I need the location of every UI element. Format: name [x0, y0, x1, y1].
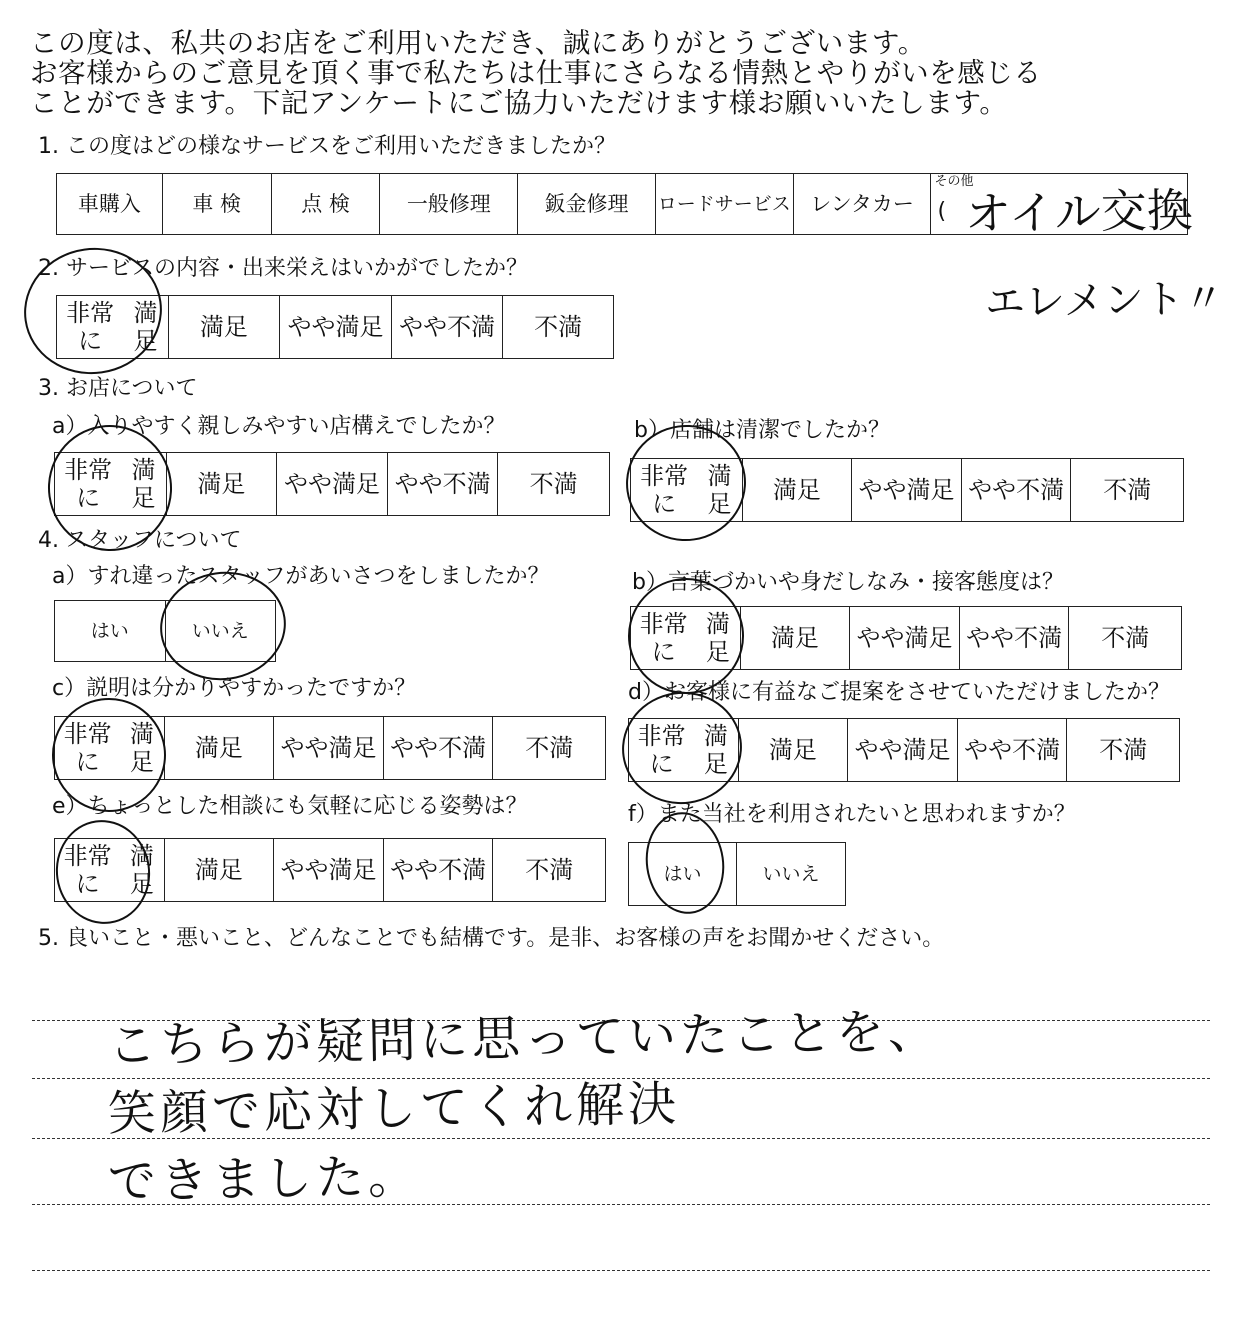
rating-dissatisfied[interactable] [503, 296, 613, 358]
rating-text: やや [287, 313, 336, 341]
rating-text: やや [390, 856, 439, 884]
rating-text: やや [394, 470, 443, 498]
rating-satisfied[interactable] [167, 453, 278, 515]
rating-somewhat-satisfied[interactable] [850, 607, 960, 669]
other-label: その他 [934, 174, 974, 189]
rating-somewhat-satisfied[interactable] [277, 453, 388, 515]
rating-text: 不満 [525, 734, 574, 762]
question-5: 5. 良いこと・悪いこと、どんなことでも結構です。是非、お客様の声をお聞かせください。 [38, 926, 945, 951]
rating-text: 不満 [534, 313, 583, 341]
rating-somewhat-satisfied[interactable] [274, 717, 384, 779]
rating-text: やや [858, 476, 907, 504]
rating-dissatisfied[interactable] [1069, 607, 1181, 669]
rating-text: 満足 [199, 313, 248, 341]
rating-text: 満足 [335, 313, 384, 341]
comment-line-text: できました。 [107, 1148, 421, 1210]
rating-text: 非常に [64, 456, 113, 512]
rating-somewhat-dissatisfied[interactable] [384, 717, 494, 779]
rating-somewhat-dissatisfied[interactable] [392, 296, 504, 358]
rating-somewhat-dissatisfied[interactable] [960, 607, 1070, 669]
rating-text: 満足 [328, 856, 377, 884]
q4d-rating-grid [628, 718, 1180, 782]
rating-text: 満足 [703, 722, 728, 778]
comment-line-text: こちらが疑問に思っていたことを、 [107, 1003, 941, 1074]
rating-very-satisfied[interactable] [631, 607, 741, 669]
rating-text: 不満 [1016, 476, 1065, 504]
rating-dissatisfied[interactable] [498, 453, 609, 515]
rating-text: 満足 [194, 734, 243, 762]
rating-text: 満足 [770, 624, 819, 652]
rating-text: やや [283, 470, 332, 498]
other-paren: ( [937, 199, 947, 224]
question-4a: a）すれ違ったスタッフがあいさつをしましたか？ [52, 564, 550, 589]
rating-very-satisfied[interactable] [57, 296, 169, 358]
answer-no[interactable]: いいえ [191, 620, 249, 642]
rating-text: 非常に [66, 299, 115, 355]
rating-satisfied[interactable] [739, 719, 849, 781]
rating-somewhat-dissatisfied[interactable] [962, 459, 1072, 521]
rating-text: 不満 [442, 470, 491, 498]
rating-text: やや [964, 736, 1013, 764]
option-inspection[interactable]: 車 検 [163, 174, 272, 234]
rating-very-satisfied[interactable] [55, 717, 165, 779]
question-4: 4. スタッフについて [38, 528, 242, 553]
rating-text: 満足 [707, 462, 732, 518]
rating-text: やや [856, 624, 905, 652]
rating-somewhat-dissatisfied[interactable] [384, 839, 494, 901]
question-1: 1. この度はどの様なサービスをご利用いただきましたか？ [38, 134, 616, 159]
rating-text: やや [390, 734, 439, 762]
question-3b: b）店舗は清潔でしたか？ [634, 418, 890, 443]
rating-text: 非常に [63, 842, 112, 898]
rating-text: 満足 [772, 476, 821, 504]
rating-text: 満足 [768, 736, 817, 764]
rating-text: やや [968, 476, 1017, 504]
rating-text: 満足 [194, 856, 243, 884]
rating-text: 非常に [63, 720, 112, 776]
rating-dissatisfied[interactable] [493, 839, 605, 901]
rating-text: 非常に [637, 722, 686, 778]
rating-text: 不満 [525, 856, 574, 884]
q2-rating-grid [56, 295, 614, 359]
q4c-rating-grid [54, 716, 606, 780]
comment-line-text: 笑顔で応対してくれ解決 [107, 1076, 681, 1142]
option-car-purchase[interactable]: 車購入 [57, 174, 163, 234]
rating-text: 満足 [197, 470, 246, 498]
rating-very-satisfied[interactable] [631, 459, 743, 521]
rating-text: 満足 [906, 476, 955, 504]
rating-text: やや [854, 736, 903, 764]
rating-text: 満足 [904, 624, 953, 652]
rating-very-satisfied[interactable] [55, 839, 165, 901]
question-4d: d）お客様に有益なご提案をさせていただけましたか？ [628, 680, 1170, 705]
rating-text: やや [399, 313, 448, 341]
rating-text: 不満 [1012, 736, 1061, 764]
intro-line: お客様からのご意見を頂く事で私たちは仕事にさらなる情熱とやりがいを感じる [30, 57, 1042, 89]
intro-text [30, 28, 1230, 118]
option-check[interactable]: 点 検 [272, 174, 381, 234]
rating-text: 満足 [133, 299, 158, 355]
rating-text: 不満 [1099, 736, 1148, 764]
rating-text: 不満 [438, 734, 487, 762]
question-3a: a）入りやすく親しみやすい店構えでしたか？ [52, 414, 506, 439]
rating-text: 不満 [1014, 624, 1063, 652]
rating-somewhat-satisfied[interactable] [848, 719, 958, 781]
rating-text: 非常に [639, 610, 688, 666]
answer-yes[interactable]: はい [55, 601, 166, 661]
option-general-repair[interactable]: 一般修理 [380, 174, 518, 234]
rating-somewhat-dissatisfied[interactable] [388, 453, 499, 515]
rating-text: 不満 [1103, 476, 1152, 504]
rating-text: 満足 [328, 734, 377, 762]
answer-yes[interactable]: はい [629, 843, 737, 905]
rating-text: やや [966, 624, 1015, 652]
rating-satisfied[interactable] [741, 607, 851, 669]
q4e-rating-grid [54, 838, 606, 902]
handwritten-other-answer-2: エレメント〃 [984, 275, 1225, 326]
rating-satisfied[interactable] [169, 296, 281, 358]
question-4b: b）言葉づかいや身だしなみ・接客態度は？ [632, 570, 1064, 595]
rating-satisfied[interactable] [165, 839, 275, 901]
rating-dissatisfied[interactable] [1067, 719, 1179, 781]
rating-text: 不満 [447, 313, 496, 341]
rating-text: 満足 [705, 610, 730, 666]
q4a-yes-no-grid [54, 600, 276, 662]
rating-text: やや [280, 734, 329, 762]
question-4f: f）また当社を利用されたいと思われますか？ [628, 802, 1076, 827]
question-3: 3. お店について [38, 376, 198, 401]
option-road-service[interactable]: ロードサービス [656, 174, 794, 234]
rating-very-satisfied[interactable] [629, 719, 739, 781]
intro-line: ことができます。下記アンケートにご協力いただけます様お願いいたします。 [30, 87, 1008, 119]
rating-text: 不満 [529, 470, 578, 498]
intro-line: この度は、私共のお店をご利用いただき、誠にありがとうございます。 [30, 27, 926, 59]
question-4e: e）ちょっとした相談にも気軽に応じる姿勢は？ [52, 794, 528, 819]
rating-dissatisfied[interactable] [1071, 459, 1183, 521]
rating-dissatisfied[interactable] [493, 717, 605, 779]
q3b-rating-grid [630, 458, 1184, 522]
rating-text: 満足 [131, 456, 156, 512]
rating-text: 満足 [129, 720, 154, 776]
option-body-repair[interactable]: 鈑金修理 [518, 174, 656, 234]
rating-text: 非常に [640, 462, 689, 518]
q4b-rating-grid [630, 606, 1182, 670]
rating-text: 不満 [438, 856, 487, 884]
rating-somewhat-satisfied[interactable] [280, 296, 392, 358]
rating-text: やや [280, 856, 329, 884]
comment-line [32, 1270, 1210, 1271]
question-4c: c）説明は分かりやすかったですか？ [52, 676, 417, 701]
q4f-yes-no-grid [628, 842, 846, 906]
option-rental-car[interactable]: レンタカー [794, 174, 932, 234]
q3a-rating-grid [54, 452, 610, 516]
rating-text: 満足 [902, 736, 951, 764]
rating-somewhat-dissatisfied[interactable] [958, 719, 1068, 781]
rating-somewhat-satisfied[interactable] [274, 839, 384, 901]
rating-satisfied[interactable] [165, 717, 275, 779]
rating-satisfied[interactable] [743, 459, 853, 521]
handwritten-other-answer: オイル交換 [964, 183, 1194, 241]
rating-very-satisfied[interactable] [55, 453, 167, 515]
rating-text: 満足 [331, 470, 380, 498]
rating-somewhat-satisfied[interactable] [852, 459, 962, 521]
rating-text: 満足 [129, 842, 154, 898]
handwritten-comment [107, 1003, 1208, 1216]
question-2: 2. サービスの内容・出来栄えはいかがでしたか？ [38, 256, 528, 281]
rating-text: 不満 [1101, 624, 1150, 652]
answer-no[interactable]: いいえ [762, 863, 820, 885]
